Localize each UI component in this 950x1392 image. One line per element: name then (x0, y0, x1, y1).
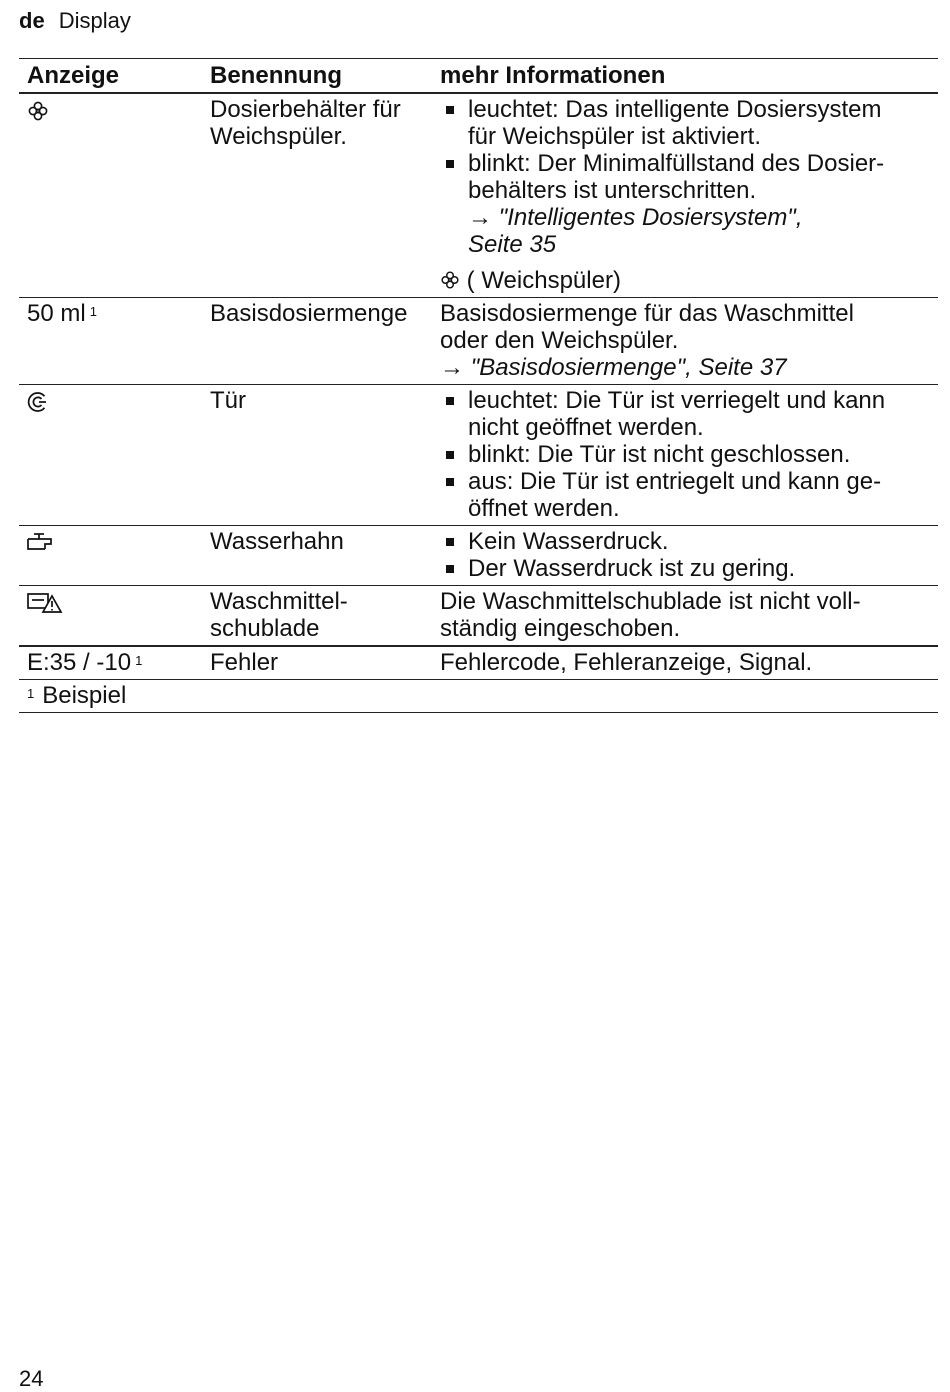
list-item: blinkt: Die Tür ist nicht geschlossen. (440, 441, 938, 468)
softener-flower-icon (440, 270, 460, 290)
section-title: Display (58, 8, 131, 33)
arrow-right-icon: → (440, 354, 464, 381)
footnote-mark: 1 (89, 304, 97, 319)
table-row (19, 645, 938, 679)
row-name: Basisdosiermenge (210, 300, 408, 327)
cross-reference-link[interactable]: → "Intelligentes Dosiersystem", Seite 35 (468, 204, 803, 258)
row-name: Tür (210, 387, 246, 414)
column-header-benennung: Benennung (210, 62, 342, 89)
table-row (19, 384, 938, 525)
table-row (19, 297, 938, 384)
cross-reference-link[interactable]: → "Basisdosiermenge", Seite 37 (440, 354, 787, 381)
table-row (19, 92, 938, 297)
row-info (440, 94, 938, 297)
table-footnote (19, 679, 938, 713)
row-display: 50 ml $^1$ (27, 300, 97, 327)
row-info (440, 526, 938, 585)
list-item: leuchtet: Die Tür ist verriegelt und kann nicht geöffnet werden. (440, 387, 938, 441)
row-name: Dosierbehälter für Weichspüler. (210, 96, 401, 150)
water-tap-icon (27, 532, 53, 554)
list-item: leuchtet: Das intelligente Dosiersystem für Weichspüler ist aktiviert. (440, 96, 938, 150)
language-code: de (19, 8, 45, 33)
list-item: Kein Wasserdruck. (440, 528, 938, 555)
row-info: Fehlercode, Fehleranzeige, Signal. (440, 649, 813, 676)
column-header-mehr-informationen: mehr Informationen (440, 62, 666, 89)
table-row (19, 585, 938, 645)
door-lock-icon (27, 391, 49, 413)
row-name: Waschmittel- schublade (210, 588, 348, 642)
column-header-anzeige: Anzeige (27, 62, 120, 89)
row-info: Die Waschmittelschublade ist nicht voll- ständig eingeschoben. (440, 588, 861, 642)
list-item: Der Wasserdruck ist zu gering. (440, 555, 938, 582)
list-item: blinkt: Der Minimalfüllstand des Dosier- behälters ist unterschritten. (440, 150, 938, 204)
row-name: Wasserhahn (210, 528, 344, 555)
row-info: Basisdosiermenge für das Waschmittel oder den Weichspüler. → "Basisdosiermenge", Seite 37 (440, 298, 938, 384)
table-row (19, 525, 938, 585)
footnote-mark: 1 (135, 653, 143, 668)
footnote-mark: 1 (27, 686, 35, 701)
row-name: Fehler (210, 649, 279, 676)
icon-legend: ( Weichspüler) (440, 267, 938, 294)
page-header (19, 8, 131, 34)
footnote-text: Beispiel (42, 682, 127, 709)
list-item: aus: Die Tür ist entriegelt und kann ge- öffnet werden. (440, 468, 938, 522)
page-number: 24 (19, 1366, 44, 1391)
row-display: E:35 / -10 $^1$ (27, 649, 143, 676)
row-info (440, 385, 938, 525)
table-header-row (19, 58, 938, 92)
display-symbols-table (19, 58, 938, 713)
softener-flower-icon (27, 100, 49, 122)
detergent-drawer-warning-icon (27, 591, 63, 615)
arrow-right-icon: → (468, 204, 492, 231)
